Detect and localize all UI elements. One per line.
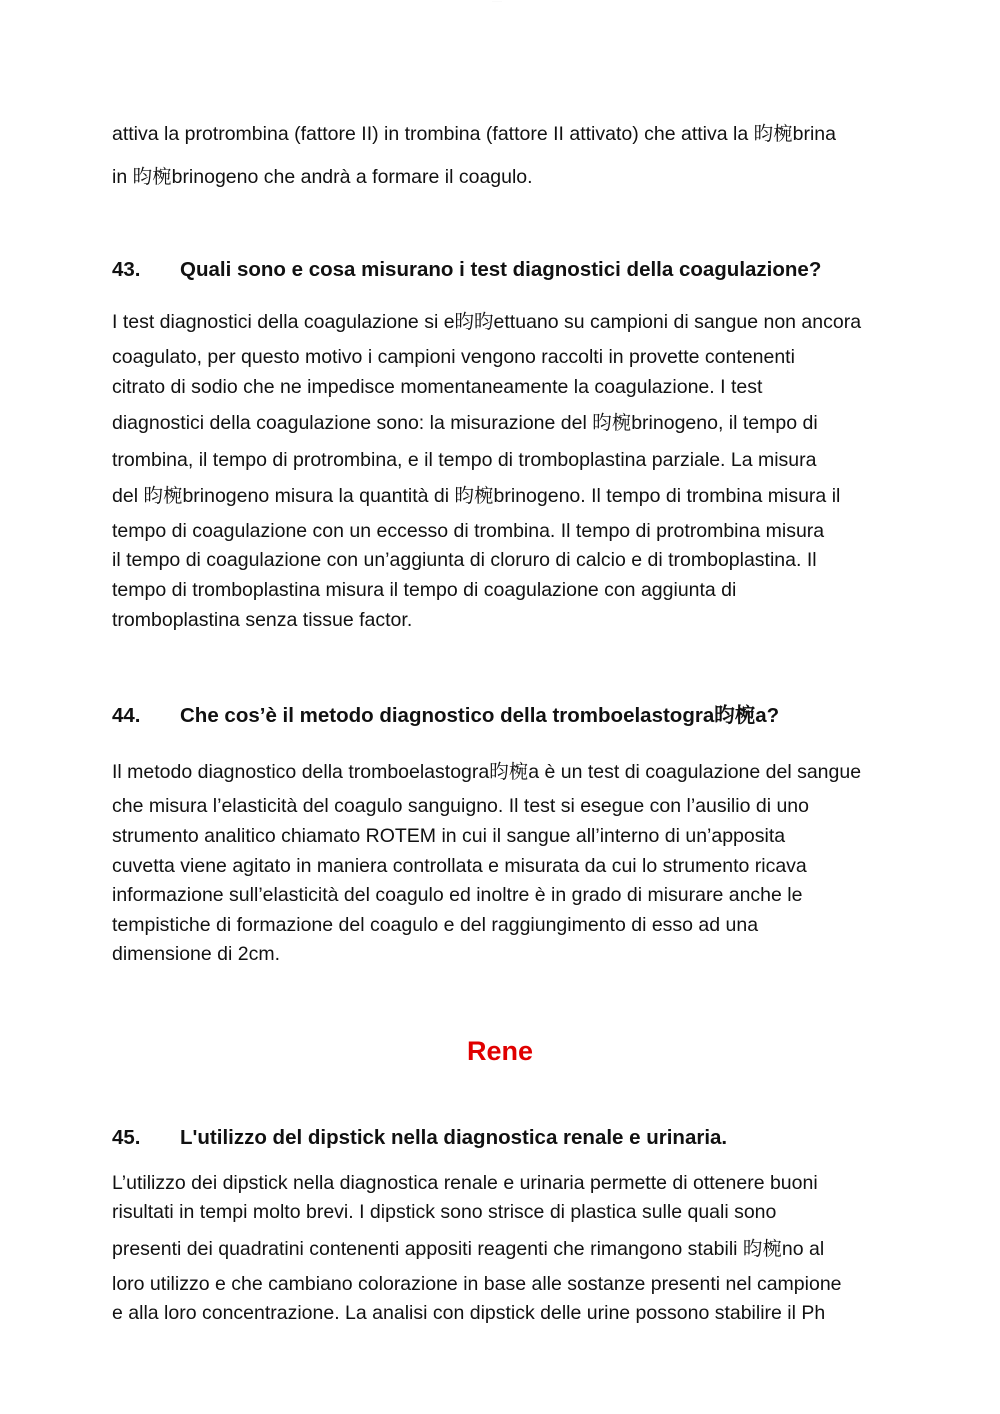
paragraph-line: informazione sull’elasticità del coagulo ed inoltre è in grado di misurare anche le: [112, 884, 803, 906]
paragraph-line: tromboplastina senza tissue factor.: [112, 609, 413, 631]
section-title: Rene: [466, 1036, 534, 1066]
question-heading-44: [112, 703, 892, 729]
paragraph-line: e alla loro concentrazione. La analisi con dipstick delle urine possono stabilire il Ph: [112, 1302, 826, 1324]
paragraph-line: del 昀椀brinogeno misura la quantità di 昀椀brinogeno. Il tempo di trombina misura il: [112, 485, 841, 507]
paragraph-line: tempistiche di formazione del coagulo e del raggiungimento di esso ad una: [112, 914, 759, 936]
paragraph-line: il tempo di coagulazione con un’aggiunta di cloruro di calcio e di tromboplastina. Il: [112, 549, 817, 571]
paragraph-line: Il metodo diagnostico della tromboelastogra昀椀a è un test di coagulazione del sangue: [112, 761, 862, 783]
question-heading-43: [112, 257, 892, 283]
paragraph-line: che misura l’elasticità del coagulo sanguigno. Il test si esegue con l’ausilio di uno: [112, 795, 809, 817]
paragraph-line: dimensione di 2cm.: [112, 943, 280, 965]
paragraph-line: coagulato, per questo motivo i campioni vengono raccolti in provette contenenti: [112, 346, 795, 368]
intro-line: attiva la protrombina (fattore II) in trombina (fattore II attivato) che attiva la 昀椀brina: [112, 123, 836, 145]
intro-line: in 昀椀brinogeno che andrà a formare il coagulo.: [112, 166, 533, 188]
paragraph-line: L’utilizzo dei dipstick nella diagnostica renale e urinaria permette di ottenere buoni: [112, 1172, 818, 1194]
paragraph-line: strumento analitico chiamato ROTEM in cui il sangue all’interno di un’apposita: [112, 825, 786, 847]
question-heading-45: [112, 1125, 892, 1151]
header-mark: ··········: [492, 0, 502, 3]
question-number: 45.: [112, 1126, 141, 1149]
paragraph-line: tempo di tromboplastina misura il tempo di coagulazione con aggiunta di: [112, 579, 737, 601]
paragraph-line: tempo di coagulazione con un eccesso di trombina. Il tempo di protrombina misura: [112, 520, 825, 542]
paragraph-line: trombina, il tempo di protrombina, e il tempo di tromboplastina parziale. La misura: [112, 449, 817, 471]
paragraph-line: presenti dei quadratini contenenti appositi reagenti che rimangono stabili 昀椀no al: [112, 1238, 825, 1260]
paragraph-line: diagnostici della coagulazione sono: la misurazione del 昀椀brinogeno, il tempo di: [112, 412, 818, 434]
paragraph-line: loro utilizzo e che cambiano colorazione in base alle sostanze presenti nel campione: [112, 1273, 842, 1295]
question-number: 43.: [112, 258, 141, 281]
paragraph-line: citrato di sodio che ne impedisce momentaneamente la coagulazione. I test: [112, 376, 763, 398]
paragraph-line: cuvetta viene agitato in maniera controllata e misurata da cui lo strumento ricava: [112, 855, 807, 877]
paragraph-line: I test diagnostici della coagulazione si e昀昀ettuano su campioni di sangue non ancora: [112, 311, 862, 333]
question-title: Quali sono e cosa misurano i test diagnostici della coagulazione?: [180, 258, 822, 281]
question-number: 44.: [112, 704, 141, 727]
question-title: Che cos’è il metodo diagnostico della tromboelastogra昀椀a?: [180, 704, 780, 727]
paragraph-line: risultati in tempi molto brevi. I dipstick sono strisce di plastica sulle quali sono: [112, 1201, 777, 1223]
question-title: L'utilizzo del dipstick nella diagnostica renale e urinaria.: [180, 1126, 728, 1149]
